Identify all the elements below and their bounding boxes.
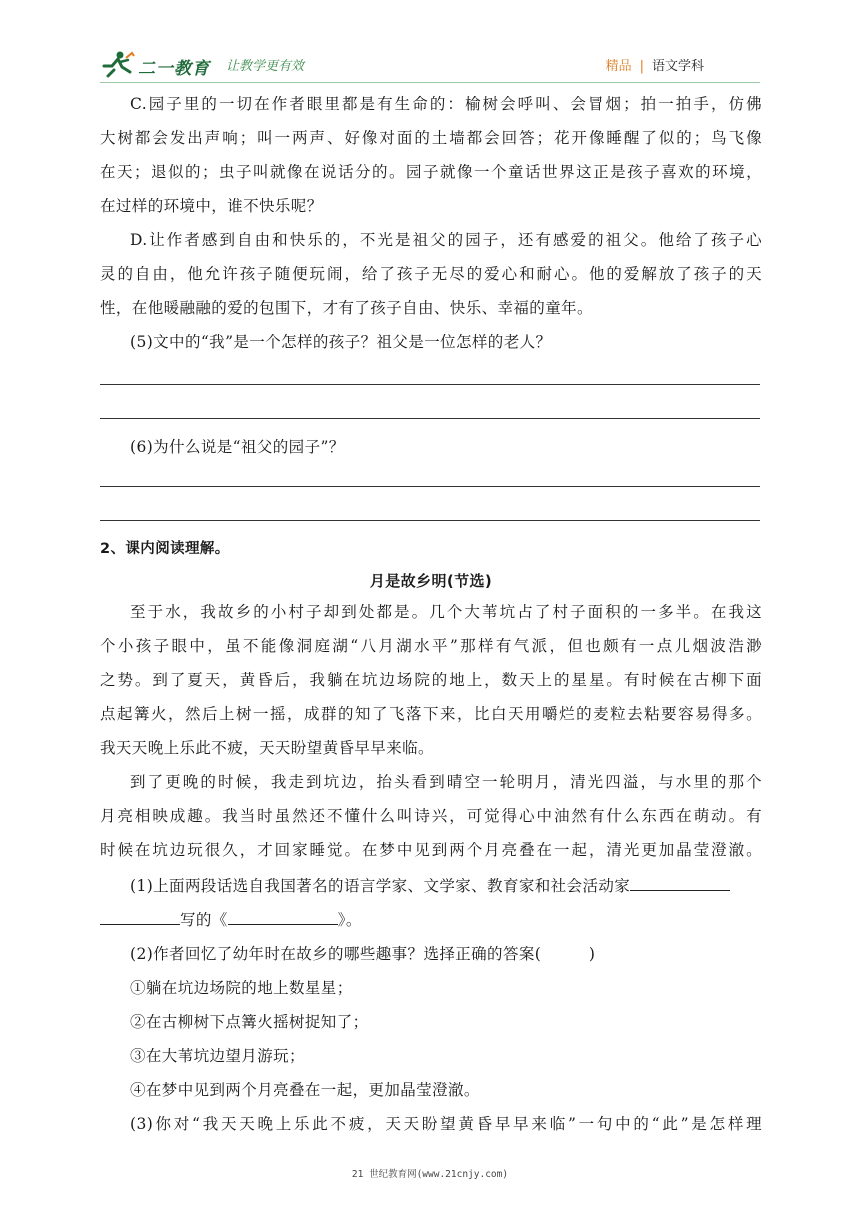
option-d-line: 灵的自由，他允许孩子随便玩闹，给了孩子无尽的爱心和耐心。他的爱解放了孩子的天 <box>100 265 762 283</box>
answer-line[interactable] <box>100 520 760 521</box>
answer-option: ①躺在坑边场院的地上数星星； <box>130 979 353 997</box>
author-blank[interactable] <box>630 874 730 891</box>
page-footer: 21 世纪教育网(www.21cnjy.com) <box>351 1169 509 1180</box>
logo-text: 二一教育 <box>138 59 210 79</box>
brand-logo <box>100 50 220 80</box>
subject-label: 语文学科 <box>651 59 704 74</box>
question-2: (2)作者回忆了幼年时在故乡的哪些趣事？选择正确的答案( ) <box>130 945 596 963</box>
header-separator: | <box>639 59 644 74</box>
answer-line[interactable] <box>100 486 760 487</box>
passage-line: 到了更晚的时候，我走到坑边，抬头看到晴空一轮明月，清光四溢，与水里的那个 <box>130 773 762 791</box>
quality-badge: 精品 <box>605 59 632 74</box>
author-blank-cont[interactable] <box>100 908 180 925</box>
header-divider <box>100 82 760 83</box>
answer-line[interactable] <box>100 384 760 385</box>
answer-option: ④在梦中见到两个月亮叠在一起，更加晶莹澄澈。 <box>130 1081 480 1099</box>
option-c-line: 在过样的环境中，谁不快乐呢？ <box>100 197 323 215</box>
option-d-line: D.让作者感到自由和快乐的，不光是祖父的园子，还有感爱的祖父。他给了孩子心 <box>130 231 762 249</box>
passage-line: 时候在坑边玩很久，才回家睡觉。在梦中见到两个月亮叠在一起，清光更加晶莹澄澈。 <box>100 841 762 859</box>
question-3: (3)你对“我天天晚上乐此不疲，天天盼望黄昏早早来临”一句中的“此”是怎样理 <box>130 1115 762 1133</box>
title-blank[interactable] <box>228 908 338 925</box>
passage-line: 之势。到了夏天，黄昏后，我躺在坑边场院的地上，数天上的星星。有时候在古柳下面 <box>100 671 762 689</box>
option-c-line: C.园子里的一切在作者眼里都是有生命的：榆树会呼叫、会冒烟；拍一拍手，仿佛 <box>130 95 762 113</box>
passage-title: 月是故乡明(节选) <box>369 572 493 590</box>
answer-option: ②在古柳树下点篝火摇树捉知了； <box>130 1013 369 1031</box>
question-1-text-c: 》。 <box>337 911 362 929</box>
passage-line: 我天天晚上乐此不疲，天天盼望黄昏早早来临。 <box>100 739 434 757</box>
question-5: (5)文中的“我”是一个怎样的孩子？祖父是一位怎样的老人？ <box>130 333 552 351</box>
passage-line: 至于水，我故乡的小村子却到处都是。几个大苇坑占了村子面积的一多半。在我这 <box>130 603 762 621</box>
page-header <box>100 44 760 84</box>
option-c-line: 在天；退似的；虫子叫就像在说话分的。园子就像一个童话世界这正是孩子喜欢的环境， <box>100 163 762 181</box>
option-d-line: 性，在他暖融融的爱的包围下，才有了孩子自由、快乐、幸福的童年。 <box>100 299 593 317</box>
passage-line: 点起篝火，然后上树一摇，成群的知了飞落下来，比白天用嚼烂的麦粒去粘要容易得多。 <box>100 705 762 723</box>
passage-line: 月亮相映成趣。我当时虽然还不懂什么叫诗兴，可觉得心中油然有什么东西在萌动。有 <box>100 807 762 825</box>
runner-icon <box>100 50 136 78</box>
option-c-line: 大树都会发出声响；叫一两声、好像对面的土墙都会回答；花开像睡醒了似的；鸟飞像 <box>100 129 762 147</box>
answer-line[interactable] <box>100 418 760 419</box>
question-1-cont <box>100 908 762 931</box>
question-1-text-b: 写的《 <box>180 911 228 929</box>
answer-option: ③在大苇坑边望月游玩； <box>130 1047 305 1065</box>
passage-line: 个小孩子眼中，虽不能像洞庭湖“八月湖水平”那样有气派，但也颇有一点儿烟波浩渺 <box>100 637 762 655</box>
header-subject <box>606 55 704 74</box>
header-slogan: 让教学更有效 <box>226 59 305 74</box>
question-1-text: (1)上面两段话选自我国著名的语言学家、文学家、教育家和社会活动家 <box>130 877 631 895</box>
section-heading: 2、课内阅读理解。 <box>100 541 230 557</box>
question-6: (6)为什么说是“祖父的园子”？ <box>130 438 345 456</box>
question-1 <box>130 874 762 897</box>
